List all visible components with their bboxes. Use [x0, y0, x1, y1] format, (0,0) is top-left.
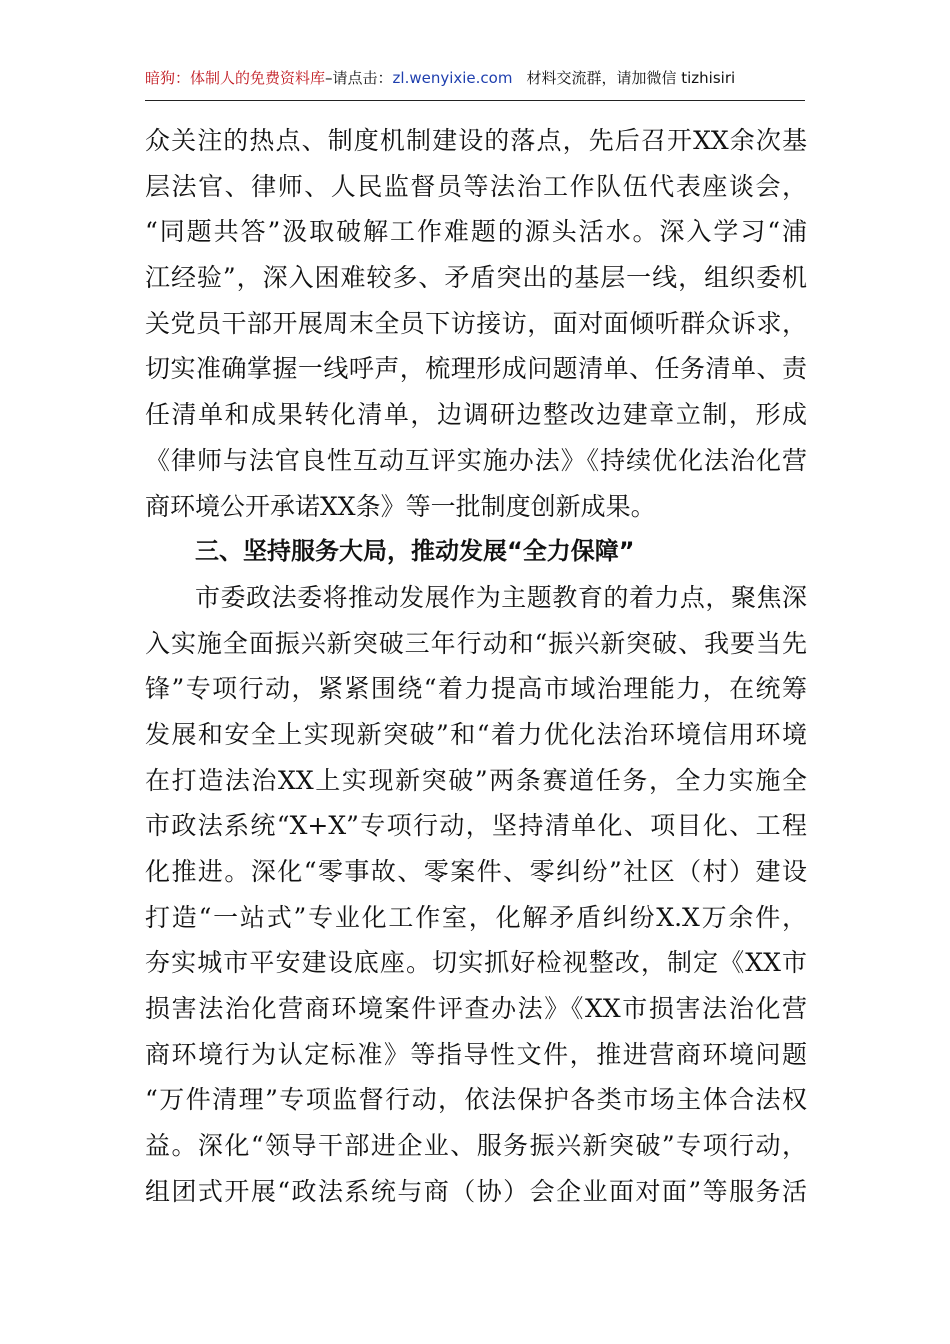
- header-brand: 暗狗：体制人的免费资料库: [145, 69, 326, 87]
- text-line: 众关注的热点、制度机制建设的落点，先后召开XX余次基: [145, 126, 807, 155]
- text-line: 关党员干部开展周末全员下访接访，面对面倾听群众诉求，: [145, 308, 807, 338]
- text-line: 市政法系统“X+X”专项行动，坚持清单化、项目化、工程: [145, 811, 807, 841]
- text-line: “万件清理”专项监督行动，依法保护各类市场主体合法权: [145, 1085, 807, 1115]
- text-line: 商环境行为认定标准》等指导性文件，推进营商环境问题: [145, 1039, 807, 1069]
- text-line: 切实准确掌握一线呼声，梳理形成问题清单、任务清单、责: [145, 354, 807, 384]
- header-contact: 材料交流群，请加微信 tizhisiri: [526, 69, 736, 87]
- text-line: 发展和安全上实现新突破”和“着力优化法治环境信用环境: [145, 719, 807, 749]
- header-url-link[interactable]: zl.wenyixie.com: [392, 69, 513, 87]
- text-line: 江经验”，深入困难较多、矛盾突出的基层一线，组织委机: [145, 263, 807, 293]
- text-line: 商环境公开承诺XX条》等一批制度创新成果。: [145, 491, 656, 521]
- text-line: 夯实城市平安建设底座。切实抓好检视整改，制定《XX市: [145, 948, 807, 978]
- text-line: 市委政法委将推动发展作为主题教育的着力点，聚焦深: [195, 582, 807, 612]
- text-line: 打造“一站式”专业化工作室，化解矛盾纠纷X.X万余件，: [145, 902, 807, 932]
- text-line: 入实施全面振兴新突破三年行动和“振兴新突破、我要当先: [145, 628, 807, 658]
- page-header: [145, 64, 805, 101]
- section-heading: 三、坚持服务大局，推动发展“全力保障”: [195, 537, 635, 566]
- text-line: 任清单和成果转化清单，边调研边整改边建章立制，形成: [145, 400, 807, 430]
- text-line: 损害法治化营商环境案件评查办法》《XX市损害法治化营: [145, 994, 807, 1024]
- text-line: 在打造法治XX上实现新突破”两条赛道任务，全力实施全: [145, 765, 807, 795]
- text-line: 组团式开展“政法系统与商（协）会企业面对面”等服务活: [145, 1176, 807, 1206]
- text-line: 益。深化“领导干部进企业、服务振兴新突破”专项行动，: [145, 1131, 807, 1161]
- text-line: 化推进。深化“零事故、零案件、零纠纷”社区（村）建设: [145, 857, 807, 886]
- text-line: 《律师与法官良性互动互评实施办法》《持续优化法治化营: [145, 445, 807, 475]
- text-line: 锋”专项行动，紧紧围绕“着力提高市域治理能力，在统筹: [145, 674, 807, 704]
- text-line: “同题共答”汲取破解工作难题的源头活水。深入学习“浦: [145, 217, 807, 247]
- text-line: 层法官、律师、人民监督员等法治工作队伍代表座谈会，: [145, 171, 807, 201]
- document-body: [145, 118, 807, 1215]
- header-separator: –请点击：: [325, 69, 393, 87]
